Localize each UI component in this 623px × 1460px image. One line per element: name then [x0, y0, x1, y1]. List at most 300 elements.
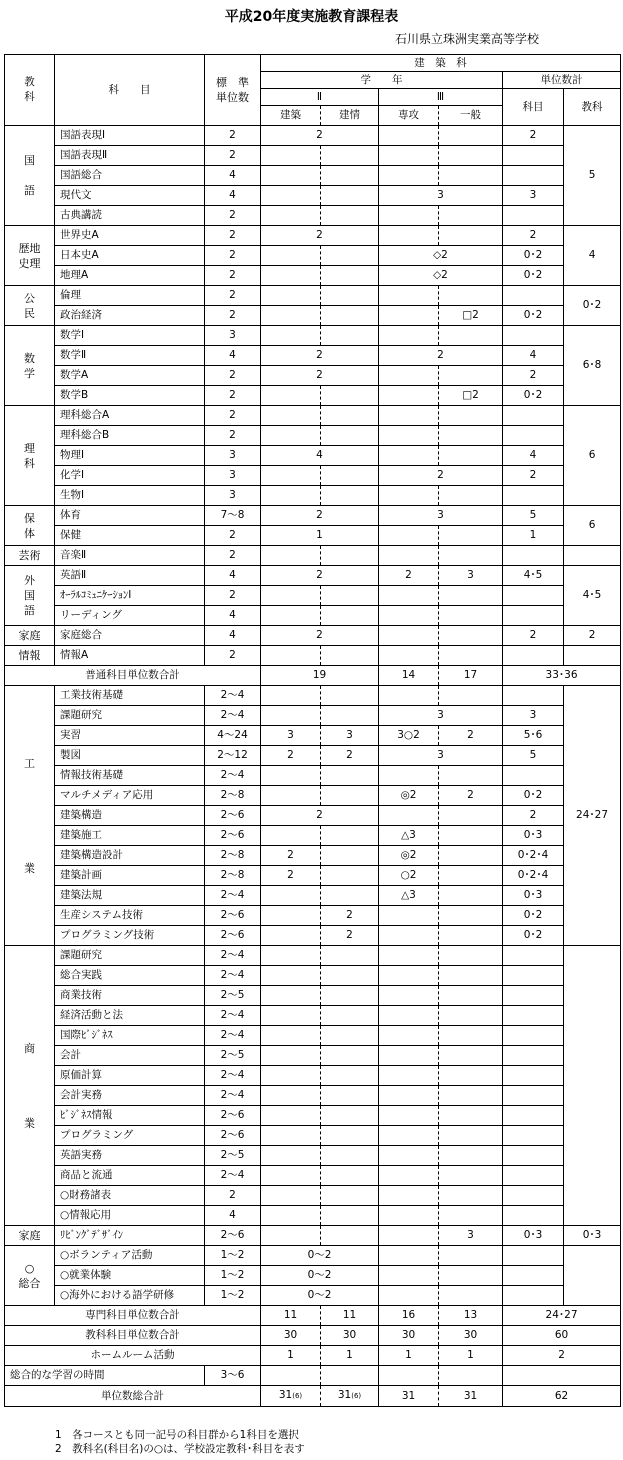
subject-row — [5, 826, 621, 846]
kensin-units — [321, 326, 379, 346]
standard-units: 2 — [205, 226, 261, 246]
kenchiku-units — [261, 466, 321, 486]
ippan-units — [439, 766, 503, 786]
subject-name: 数学A — [55, 366, 205, 386]
kenchiku-units — [261, 686, 321, 706]
subject-name: 商業技術 — [55, 986, 205, 1006]
standard-units: 3 — [205, 486, 261, 506]
ippan-units — [439, 626, 503, 646]
grade3-units: 2 — [379, 466, 503, 486]
senkou-units: ○2 — [379, 866, 439, 886]
kensin-units — [321, 786, 379, 806]
subject-row — [5, 706, 621, 726]
kenchiku-units — [261, 926, 321, 946]
subject-row — [5, 1106, 621, 1126]
kensin-units — [321, 946, 379, 966]
subject-total — [503, 1046, 564, 1066]
standard-units: 2～5 — [205, 986, 261, 1006]
header-tanisu-kei: 単位数計 — [503, 72, 621, 89]
kensin-units — [321, 286, 379, 306]
subject-total — [503, 426, 564, 446]
kenchiku-units — [261, 1086, 321, 1106]
senkou-units — [379, 1266, 439, 1286]
kyouka-total — [564, 946, 621, 1226]
subject-row — [5, 406, 621, 426]
ippan-units — [439, 546, 503, 566]
kenchiku-units — [261, 486, 321, 506]
subject-row — [5, 206, 621, 226]
value: 30 — [342, 1329, 357, 1341]
senkou-units — [379, 1226, 439, 1246]
kenchiku-units: 3 — [261, 726, 321, 746]
senmon-kj — [321, 1306, 379, 1326]
kenchiku-units — [261, 1106, 321, 1126]
kensin-units — [321, 866, 379, 886]
subject-total — [503, 686, 564, 706]
hr-ip: 1 — [439, 1346, 503, 1366]
subject-total — [503, 146, 564, 166]
senkou-units — [379, 646, 439, 666]
standard-units: 7～8 — [205, 506, 261, 526]
senkou-units — [379, 366, 439, 386]
kensin-units — [321, 266, 379, 286]
page-title: 平成20年度実施教育課程表 — [224, 9, 399, 25]
kyouka-total: 6 — [564, 506, 621, 546]
subject-total — [503, 1086, 564, 1106]
standard-units: 2～6 — [205, 806, 261, 826]
header-senkou: 専攻 — [379, 106, 439, 126]
ippan-units — [439, 806, 503, 826]
kensin-units — [321, 1186, 379, 1206]
footnote-1: 1 各コースとも同一記号の科目群から1科目を選択 — [55, 1429, 299, 1441]
kyouka-total: 0･3 — [564, 1226, 621, 1246]
ippan-units: 3 — [439, 566, 503, 586]
subject-total: 0･2 — [503, 906, 564, 926]
subject-row — [5, 1226, 621, 1246]
senkou-units: 3○2 — [379, 726, 439, 746]
kenchiku-units — [261, 1026, 321, 1046]
kyouka-total: 5 — [564, 126, 621, 226]
senkou-units — [379, 426, 439, 446]
grade2-units: 0～2 — [261, 1246, 379, 1266]
subject-name: 実習 — [55, 726, 205, 746]
senkou-units — [379, 686, 439, 706]
kensin-units — [321, 586, 379, 606]
kenchiku-units — [261, 706, 321, 726]
kenchiku-units — [261, 766, 321, 786]
standard-units: 2～6 — [205, 1126, 261, 1146]
subject-name: 製図 — [55, 746, 205, 766]
standard-units: 1～2 — [205, 1246, 261, 1266]
subject-total: 4･5 — [503, 566, 564, 586]
standard-units: 2 — [205, 306, 261, 326]
subject-name: 化学Ⅰ — [55, 466, 205, 486]
sub-value: (6) — [351, 1392, 362, 1400]
kenchiku-units — [261, 546, 321, 566]
kenchiku-units — [261, 1126, 321, 1146]
subject-row — [5, 606, 621, 626]
ippan-units: 2 — [439, 786, 503, 806]
kensin-units — [321, 766, 379, 786]
standard-units: 2～5 — [205, 1146, 261, 1166]
kenchiku-units — [261, 1046, 321, 1066]
senkou-units — [379, 206, 439, 226]
subject-row — [5, 566, 621, 586]
senkou-units: 2 — [379, 566, 439, 586]
grand-kj — [321, 1386, 379, 1407]
subject-total — [503, 1206, 564, 1226]
hr-total-label: ホームルーム活動 — [5, 1346, 261, 1366]
kensin-units — [321, 606, 379, 626]
subject-total: 0･2 — [503, 306, 564, 326]
senkou-units — [379, 626, 439, 646]
kensin-units — [321, 966, 379, 986]
senkou-units — [379, 1126, 439, 1146]
standard-units: 4 — [205, 606, 261, 626]
grand-sum: 62 — [503, 1386, 621, 1407]
standard-units: 2～4 — [205, 706, 261, 726]
footnote-2: 2 教科名(科目名)の○は、学校設定教科･科目を表す — [55, 1443, 305, 1455]
ippan-units — [439, 1046, 503, 1066]
subject-total — [503, 1006, 564, 1026]
school-name: 石川県立珠洲実業高等学校 — [395, 32, 540, 46]
subject-total — [503, 1286, 564, 1306]
total-row — [5, 666, 621, 686]
standard-units: 2 — [205, 386, 261, 406]
futsuu-total-label: 普通科目単位数合計 — [5, 666, 261, 686]
subject-name: 数学Ⅱ — [55, 346, 205, 366]
subject-total: 1 — [503, 526, 564, 546]
kyouka-label: 工 業 — [5, 686, 55, 946]
senkou-units — [379, 1026, 439, 1046]
subject-total: 3 — [503, 706, 564, 726]
senkou-units — [379, 386, 439, 406]
kyouka-label: 芸術 — [5, 546, 55, 566]
subject-total — [503, 1106, 564, 1126]
subject-total — [503, 166, 564, 186]
kensin-units — [321, 1106, 379, 1126]
kensin-units — [321, 646, 379, 666]
subject-total: 0･2 — [503, 926, 564, 946]
subject-total: 0･2 — [503, 246, 564, 266]
senkou-units — [379, 806, 439, 826]
grade2-units: 0～2 — [261, 1266, 379, 1286]
standard-units: 2～4 — [205, 886, 261, 906]
senkou-units — [379, 1106, 439, 1126]
sougou-total-label: 総合的な学習の時間 — [5, 1366, 205, 1386]
subject-total: 5 — [503, 506, 564, 526]
kyouka-label: 数 学 — [5, 326, 55, 406]
hr-sk: 1 — [379, 1346, 439, 1366]
ippan-units — [439, 1066, 503, 1086]
standard-units: 2～5 — [205, 1046, 261, 1066]
kenchiku-units: 2 — [261, 746, 321, 766]
total-row — [5, 1386, 621, 1407]
subject-name: 理科総合A — [55, 406, 205, 426]
kyouka-label: 外 国 語 — [5, 566, 55, 626]
kyouka-total: 6 — [564, 406, 621, 506]
kensin-units — [321, 826, 379, 846]
subject-name: 物理Ⅰ — [55, 446, 205, 466]
senkou-units — [379, 1166, 439, 1186]
subject-name: 経済活動と法 — [55, 1006, 205, 1026]
subject-name: 理科総合B — [55, 426, 205, 446]
grand-total-label: 単位数総合計 — [5, 1386, 261, 1407]
grade3-units: 3 — [379, 706, 503, 726]
ippan-units — [439, 1186, 503, 1206]
subject-total: 2 — [503, 806, 564, 826]
subject-name: ○海外における語学研修 — [55, 1286, 205, 1306]
hr-sum: 2 — [503, 1346, 621, 1366]
hr-kj — [321, 1346, 379, 1366]
standard-units: 2～6 — [205, 906, 261, 926]
kenchiku-units — [261, 186, 321, 206]
kenchiku-units — [261, 246, 321, 266]
grade2-units: 2 — [261, 806, 379, 826]
ippan-units — [439, 446, 503, 466]
subject-name: 建築法規 — [55, 886, 205, 906]
kyouka-total: 4 — [564, 226, 621, 286]
ippan-units — [439, 926, 503, 946]
kenchiku-units — [261, 406, 321, 426]
kensin-units — [321, 166, 379, 186]
ippan-units — [439, 206, 503, 226]
ippan-units — [439, 366, 503, 386]
kyouka-total — [564, 646, 621, 666]
grade2-units: 2 — [261, 506, 379, 526]
ippan-units: 3 — [439, 1226, 503, 1246]
subject-row — [5, 926, 621, 946]
grade2-units: 2 — [261, 226, 379, 246]
value: 1 — [287, 1349, 294, 1361]
ippan-units — [439, 946, 503, 966]
kensin-units — [321, 1006, 379, 1026]
kenchiku-units — [261, 1066, 321, 1086]
subject-total: 0･2 — [503, 786, 564, 806]
subject-name: 国語表現Ⅰ — [55, 126, 205, 146]
senmon-kc — [261, 1306, 321, 1326]
subject-row — [5, 526, 621, 546]
subject-total — [503, 546, 564, 566]
subject-total — [503, 326, 564, 346]
subject-total — [503, 286, 564, 306]
ippan-units — [439, 1166, 503, 1186]
sub-value: (6) — [292, 1392, 303, 1400]
kenchiku-units — [261, 206, 321, 226]
subject-name: 情報A — [55, 646, 205, 666]
subject-name: 課題研究 — [55, 946, 205, 966]
standard-units: 2～6 — [205, 1106, 261, 1126]
subject-name: 倫理 — [55, 286, 205, 306]
subject-row — [5, 1086, 621, 1106]
kenchiku-units: 2 — [261, 846, 321, 866]
subject-name: 情報技術基礎 — [55, 766, 205, 786]
subject-name: 数学Ⅰ — [55, 326, 205, 346]
header-gakunen: 学 年 — [261, 72, 503, 89]
kenchiku-units — [261, 286, 321, 306]
subject-row — [5, 366, 621, 386]
value: 31 — [337, 1389, 352, 1401]
subject-row — [5, 866, 621, 886]
subject-name: 数学B — [55, 386, 205, 406]
standard-units: 4 — [205, 626, 261, 646]
header-kamoku: 科 目 — [55, 55, 205, 126]
subject-total — [503, 646, 564, 666]
subject-name: 建築計画 — [55, 866, 205, 886]
subject-total: 0･2 — [503, 386, 564, 406]
kenchiku-units — [261, 266, 321, 286]
senkou-units: △3 — [379, 826, 439, 846]
kenchiku-units — [261, 1146, 321, 1166]
kyouka-total: 4･5 — [564, 566, 621, 626]
subject-name: 古典講読 — [55, 206, 205, 226]
kyouka-total: 24･27 — [564, 686, 621, 946]
kensin-units — [321, 686, 379, 706]
kensin-units — [321, 1206, 379, 1226]
curriculum-table — [4, 54, 621, 1407]
kenchiku-units — [261, 586, 321, 606]
subject-total — [503, 986, 564, 1006]
standard-units: 2 — [205, 126, 261, 146]
ippan-units: □2 — [439, 306, 503, 326]
subject-name: 総合実践 — [55, 966, 205, 986]
senkou-units — [379, 326, 439, 346]
ippan-units — [439, 1266, 503, 1286]
senkou-units — [379, 146, 439, 166]
kenchiku-units — [261, 986, 321, 1006]
subject-row — [5, 306, 621, 326]
kenchiku-units — [261, 146, 321, 166]
kensin-units — [321, 1126, 379, 1146]
subject-total: 2 — [503, 226, 564, 246]
sougou-kc — [261, 1366, 321, 1386]
senkou-units — [379, 986, 439, 1006]
grade2-units: 1 — [261, 526, 379, 546]
subject-total — [503, 1126, 564, 1146]
senmon-sk: 16 — [379, 1306, 439, 1326]
kenchiku-units — [261, 906, 321, 926]
grade2-units: 2 — [261, 346, 379, 366]
ippan-units — [439, 646, 503, 666]
senkou-units — [379, 1286, 439, 1306]
sougou-std: 3～6 — [205, 1366, 261, 1386]
subject-total: 0･3 — [503, 1226, 564, 1246]
subject-name: 課題研究 — [55, 706, 205, 726]
subject-total — [503, 406, 564, 426]
subject-name: 建築構造 — [55, 806, 205, 826]
senkou-units — [379, 166, 439, 186]
kensin-units — [321, 426, 379, 446]
subject-total — [503, 1266, 564, 1286]
subject-row — [5, 646, 621, 666]
subject-total: 2 — [503, 126, 564, 146]
kyouka-label: 理 科 — [5, 406, 55, 506]
grand-ip: 31 — [439, 1386, 503, 1407]
subject-row — [5, 586, 621, 606]
kyouka-label: 公 民 — [5, 286, 55, 326]
senkou-units — [379, 1246, 439, 1266]
standard-units: 2 — [205, 266, 261, 286]
subject-row — [5, 506, 621, 526]
ippan-units: □2 — [439, 386, 503, 406]
subject-row — [5, 626, 621, 646]
subject-total: 4 — [503, 446, 564, 466]
subject-total: 5･6 — [503, 726, 564, 746]
subject-name: 英語Ⅱ — [55, 566, 205, 586]
standard-units: 4 — [205, 186, 261, 206]
subject-row — [5, 906, 621, 926]
subject-total: 0･3 — [503, 826, 564, 846]
subject-total — [503, 1166, 564, 1186]
subject-row — [5, 686, 621, 706]
standard-units: 3 — [205, 466, 261, 486]
kyouka-total: 6･8 — [564, 326, 621, 406]
kyouka-sum: 60 — [503, 1326, 621, 1346]
kenchiku-units — [261, 1226, 321, 1246]
kenchiku-units — [261, 306, 321, 326]
subject-name: 地理A — [55, 266, 205, 286]
subject-row — [5, 766, 621, 786]
subject-total: 4 — [503, 346, 564, 366]
kyouka-kj — [321, 1326, 379, 1346]
standard-units: 3 — [205, 446, 261, 466]
kensin-units: 2 — [321, 926, 379, 946]
senkou-units — [379, 966, 439, 986]
ippan-units — [439, 866, 503, 886]
standard-units: 2 — [205, 366, 261, 386]
standard-units: 4 — [205, 566, 261, 586]
ippan-units — [439, 586, 503, 606]
kensin-units — [321, 1166, 379, 1186]
total-row — [5, 1306, 621, 1326]
futsuu-sum: 33･36 — [503, 666, 621, 686]
kensin-units — [321, 1226, 379, 1246]
subject-row — [5, 226, 621, 246]
sougou-sum — [503, 1366, 621, 1386]
futsuu-g2: 19 — [261, 666, 379, 686]
standard-units: 2～4 — [205, 1006, 261, 1026]
subject-name: 世界史A — [55, 226, 205, 246]
kenchiku-units — [261, 166, 321, 186]
subject-row — [5, 386, 621, 406]
standard-units: 2 — [205, 546, 261, 566]
grade3-units: 3 — [379, 506, 503, 526]
ippan-units — [439, 826, 503, 846]
standard-units: 2～6 — [205, 1226, 261, 1246]
senkou-units — [379, 1146, 439, 1166]
ippan-units — [439, 126, 503, 146]
grade3-units: 3 — [379, 746, 503, 766]
ippan-units — [439, 1206, 503, 1226]
subject-row — [5, 426, 621, 446]
subject-total: 5 — [503, 746, 564, 766]
kyouka-label: 家庭 — [5, 626, 55, 646]
grand-kc — [261, 1386, 321, 1407]
grade3-units: 3 — [379, 186, 503, 206]
subject-row — [5, 1286, 621, 1306]
subject-name: 家庭総合 — [55, 626, 205, 646]
kenchiku-units — [261, 1006, 321, 1026]
subject-total: 2 — [503, 466, 564, 486]
header-row — [5, 55, 621, 72]
kensin-units — [321, 546, 379, 566]
standard-units: 2～4 — [205, 686, 261, 706]
kenchiku-units — [261, 1166, 321, 1186]
value: 11 — [283, 1309, 298, 1321]
kyouka-label: 商 業 — [5, 946, 55, 1226]
standard-units: 4 — [205, 1206, 261, 1226]
standard-units: 2～4 — [205, 1066, 261, 1086]
